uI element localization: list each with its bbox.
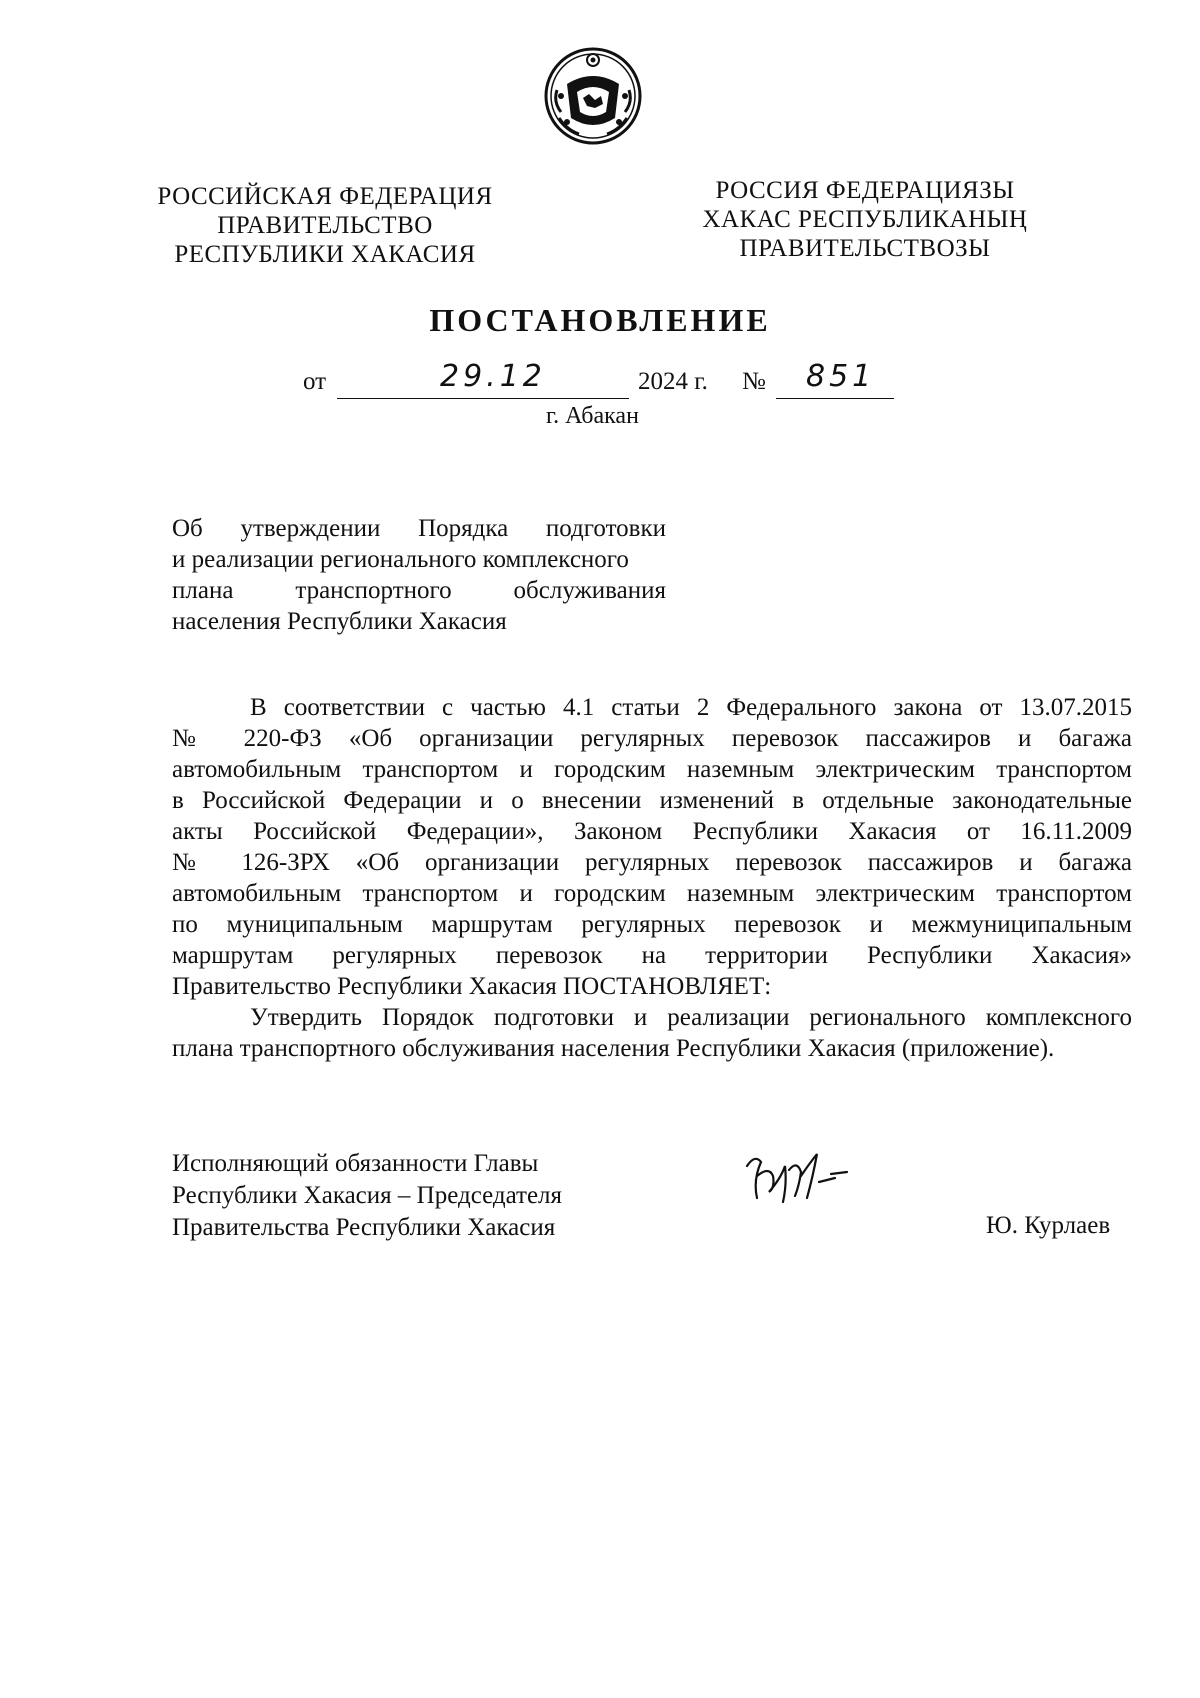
subject-line: и реализации регионального комплексного bbox=[172, 546, 629, 573]
body-line: акты Российской Федерации», Законом Республики Хакасия от 16.11.2009 bbox=[172, 818, 1132, 845]
header-kjh-line: РОССИЯ ФЕДЕРАЦИЯЗЫ bbox=[715, 177, 1015, 204]
body-line: автомобильным транспортом и городским наземным электрическим транспортом bbox=[172, 756, 1132, 783]
subject-line: плана транспортного обслуживания bbox=[172, 577, 666, 604]
header-kjh-line: ПРАВИТЕЛЬСТВОЗЫ bbox=[739, 235, 991, 262]
header-kjh-line: ХАКАС РЕСПУБЛИКАНЫҢ bbox=[702, 206, 1028, 233]
header-ru-line: РЕСПУБЛИКИ ХАКАСИЯ bbox=[174, 241, 476, 268]
city-label: г. Абакан bbox=[546, 403, 639, 429]
body-line: № 126-ЗРХ «Об организации регулярных перевозок пассажиров и багажа bbox=[172, 849, 1132, 876]
signatory-position bbox=[172, 1148, 562, 1244]
body-line: автомобильным транспортом и городским наземным электрическим транспортом bbox=[172, 880, 1132, 907]
document-title: ПОСТАНОВЛЕНИЕ bbox=[429, 302, 771, 338]
header-ru-line: ПРАВИТЕЛЬСТВО bbox=[217, 212, 433, 239]
header-kjh bbox=[685, 176, 1045, 263]
body-line: Утвердить Порядок подготовки и реализации регионального комплексного bbox=[250, 1004, 1132, 1031]
year-label: 2024 г. bbox=[638, 368, 708, 395]
number-handwritten: 851 bbox=[806, 359, 876, 394]
document-subject bbox=[172, 513, 666, 637]
subject-line: Об утверждении Порядка подготовки bbox=[172, 515, 666, 542]
body-line: в Российской Федерации и о внесении изменений в отдельные законодательные bbox=[172, 787, 1132, 814]
body-line: № 220-ФЗ «Об организации регулярных перевозок пассажиров и багажа bbox=[172, 725, 1132, 752]
header-ru bbox=[150, 182, 500, 269]
handwritten-signature-icon bbox=[735, 1136, 885, 1216]
body-line: плана транспортного обслуживания населения Республики Хакасия (приложение). bbox=[172, 1035, 1055, 1062]
body-line: В соответствии с частью 4.1 статьи 2 Федерального закона от 13.07.2015 bbox=[250, 694, 1132, 721]
body-line: по муниципальным маршрутам регулярных перевозок и межмуниципальным bbox=[172, 911, 1132, 938]
position-line: Республики Хакасия – Председателя bbox=[172, 1182, 563, 1209]
header-ru-line: РОССИЙСКАЯ ФЕДЕРАЦИЯ bbox=[157, 183, 493, 210]
coat-of-arms-icon bbox=[543, 46, 643, 146]
position-line: Исполняющий обязанности Главы bbox=[172, 1150, 539, 1177]
document-body bbox=[172, 692, 1132, 1064]
number-sign: № bbox=[742, 368, 766, 395]
body-line: Правительство Республики Хакасия ПОСТАНОВЛЯЕТ: bbox=[172, 973, 772, 1000]
subject-line: населения Республики Хакасия bbox=[172, 608, 507, 635]
body-line: маршрутам регулярных перевозок на территории Республики Хакасия» bbox=[172, 942, 1132, 969]
date-handwritten: 29.12 bbox=[440, 359, 546, 394]
date-prefix: от bbox=[303, 368, 327, 395]
signatory-name: Ю. Курлаев bbox=[986, 1212, 1111, 1239]
position-line: Правительства Республики Хакасия bbox=[172, 1214, 556, 1241]
